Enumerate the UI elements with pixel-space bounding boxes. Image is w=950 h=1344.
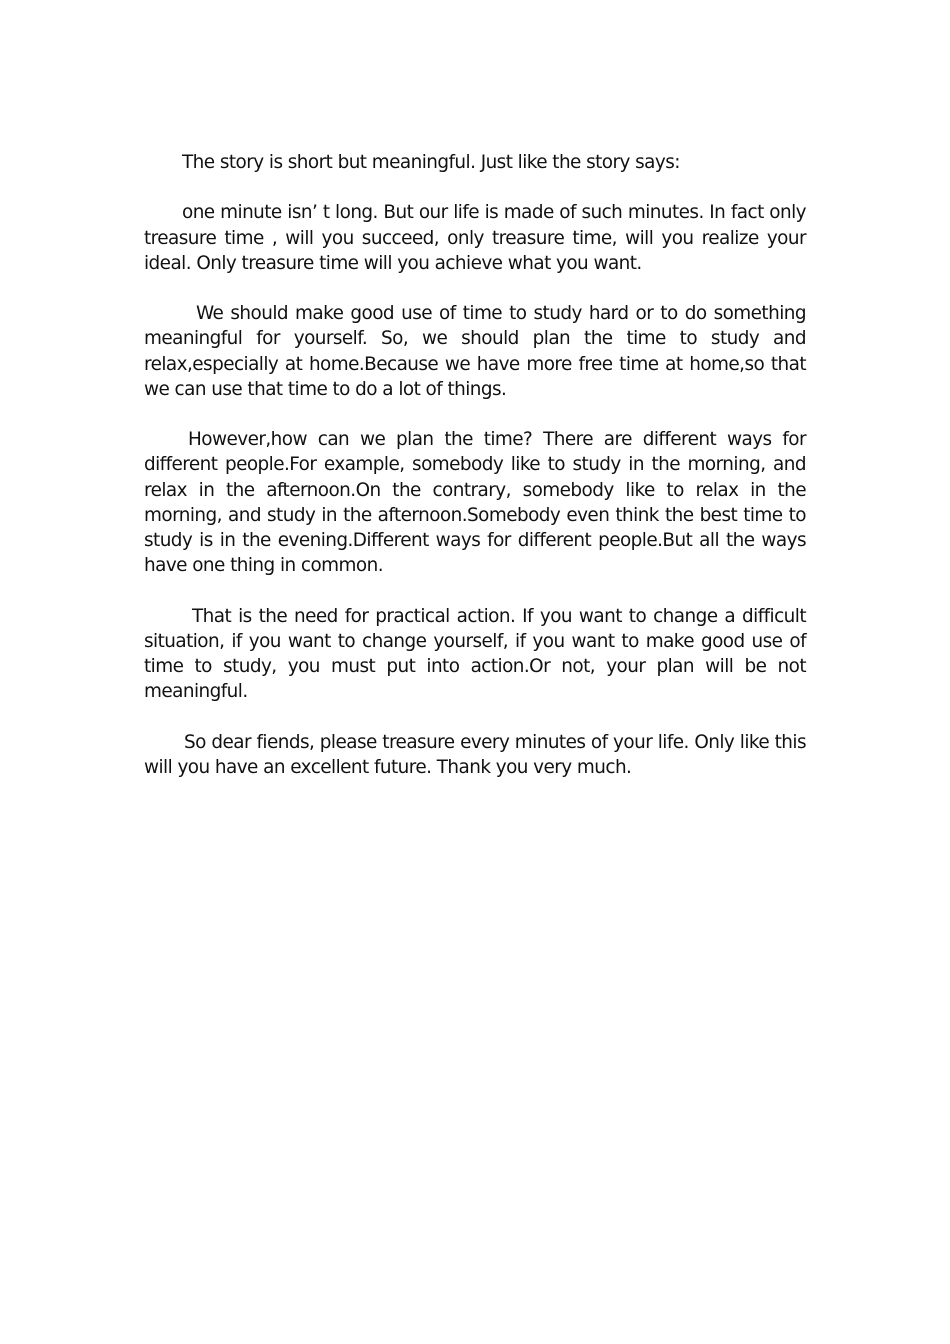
paragraph-one-minute: one minute isn’ t long. But our life is made of such minutes. In fact only treasure time , will you succeed, only treasure time, will you realize your ideal. Only treasure time will you achieve what you want. [144,202,806,274]
document-body [144,150,806,805]
paragraph-use-of-time: We should make good use of time to study hard or to do something meaningful for yourself. So, we should plan the time to study and relax,especially at home.Because we have more free time at home,so that we can use that time to do a lot of things. [144,303,806,400]
paragraph-plan-time: However,how can we plan the time? There are different ways for different people.For example, somebody like to study in the morning, and relax in the afternoon.On the contrary, somebody like to relax in the morning, and study in the afternoon.Somebody even think the best time to study is in the evening.Different ways for different people.But all the ways have one thing in common. [144,429,806,577]
paragraph-closing: So dear fiends, please treasure every minutes of your life. Only like this will you have an excellent future. Thank you very much. [144,731,806,778]
paragraph-intro: The story is short but meaningful. Just like the story says: [182,152,680,173]
paragraph-practical-action: That is the need for practical action. If you want to change a difficult situation, if you want to change yourself, if you want to make good use of time to study, you must put into action.Or not, your plan will be not meaningful. [144,605,806,703]
